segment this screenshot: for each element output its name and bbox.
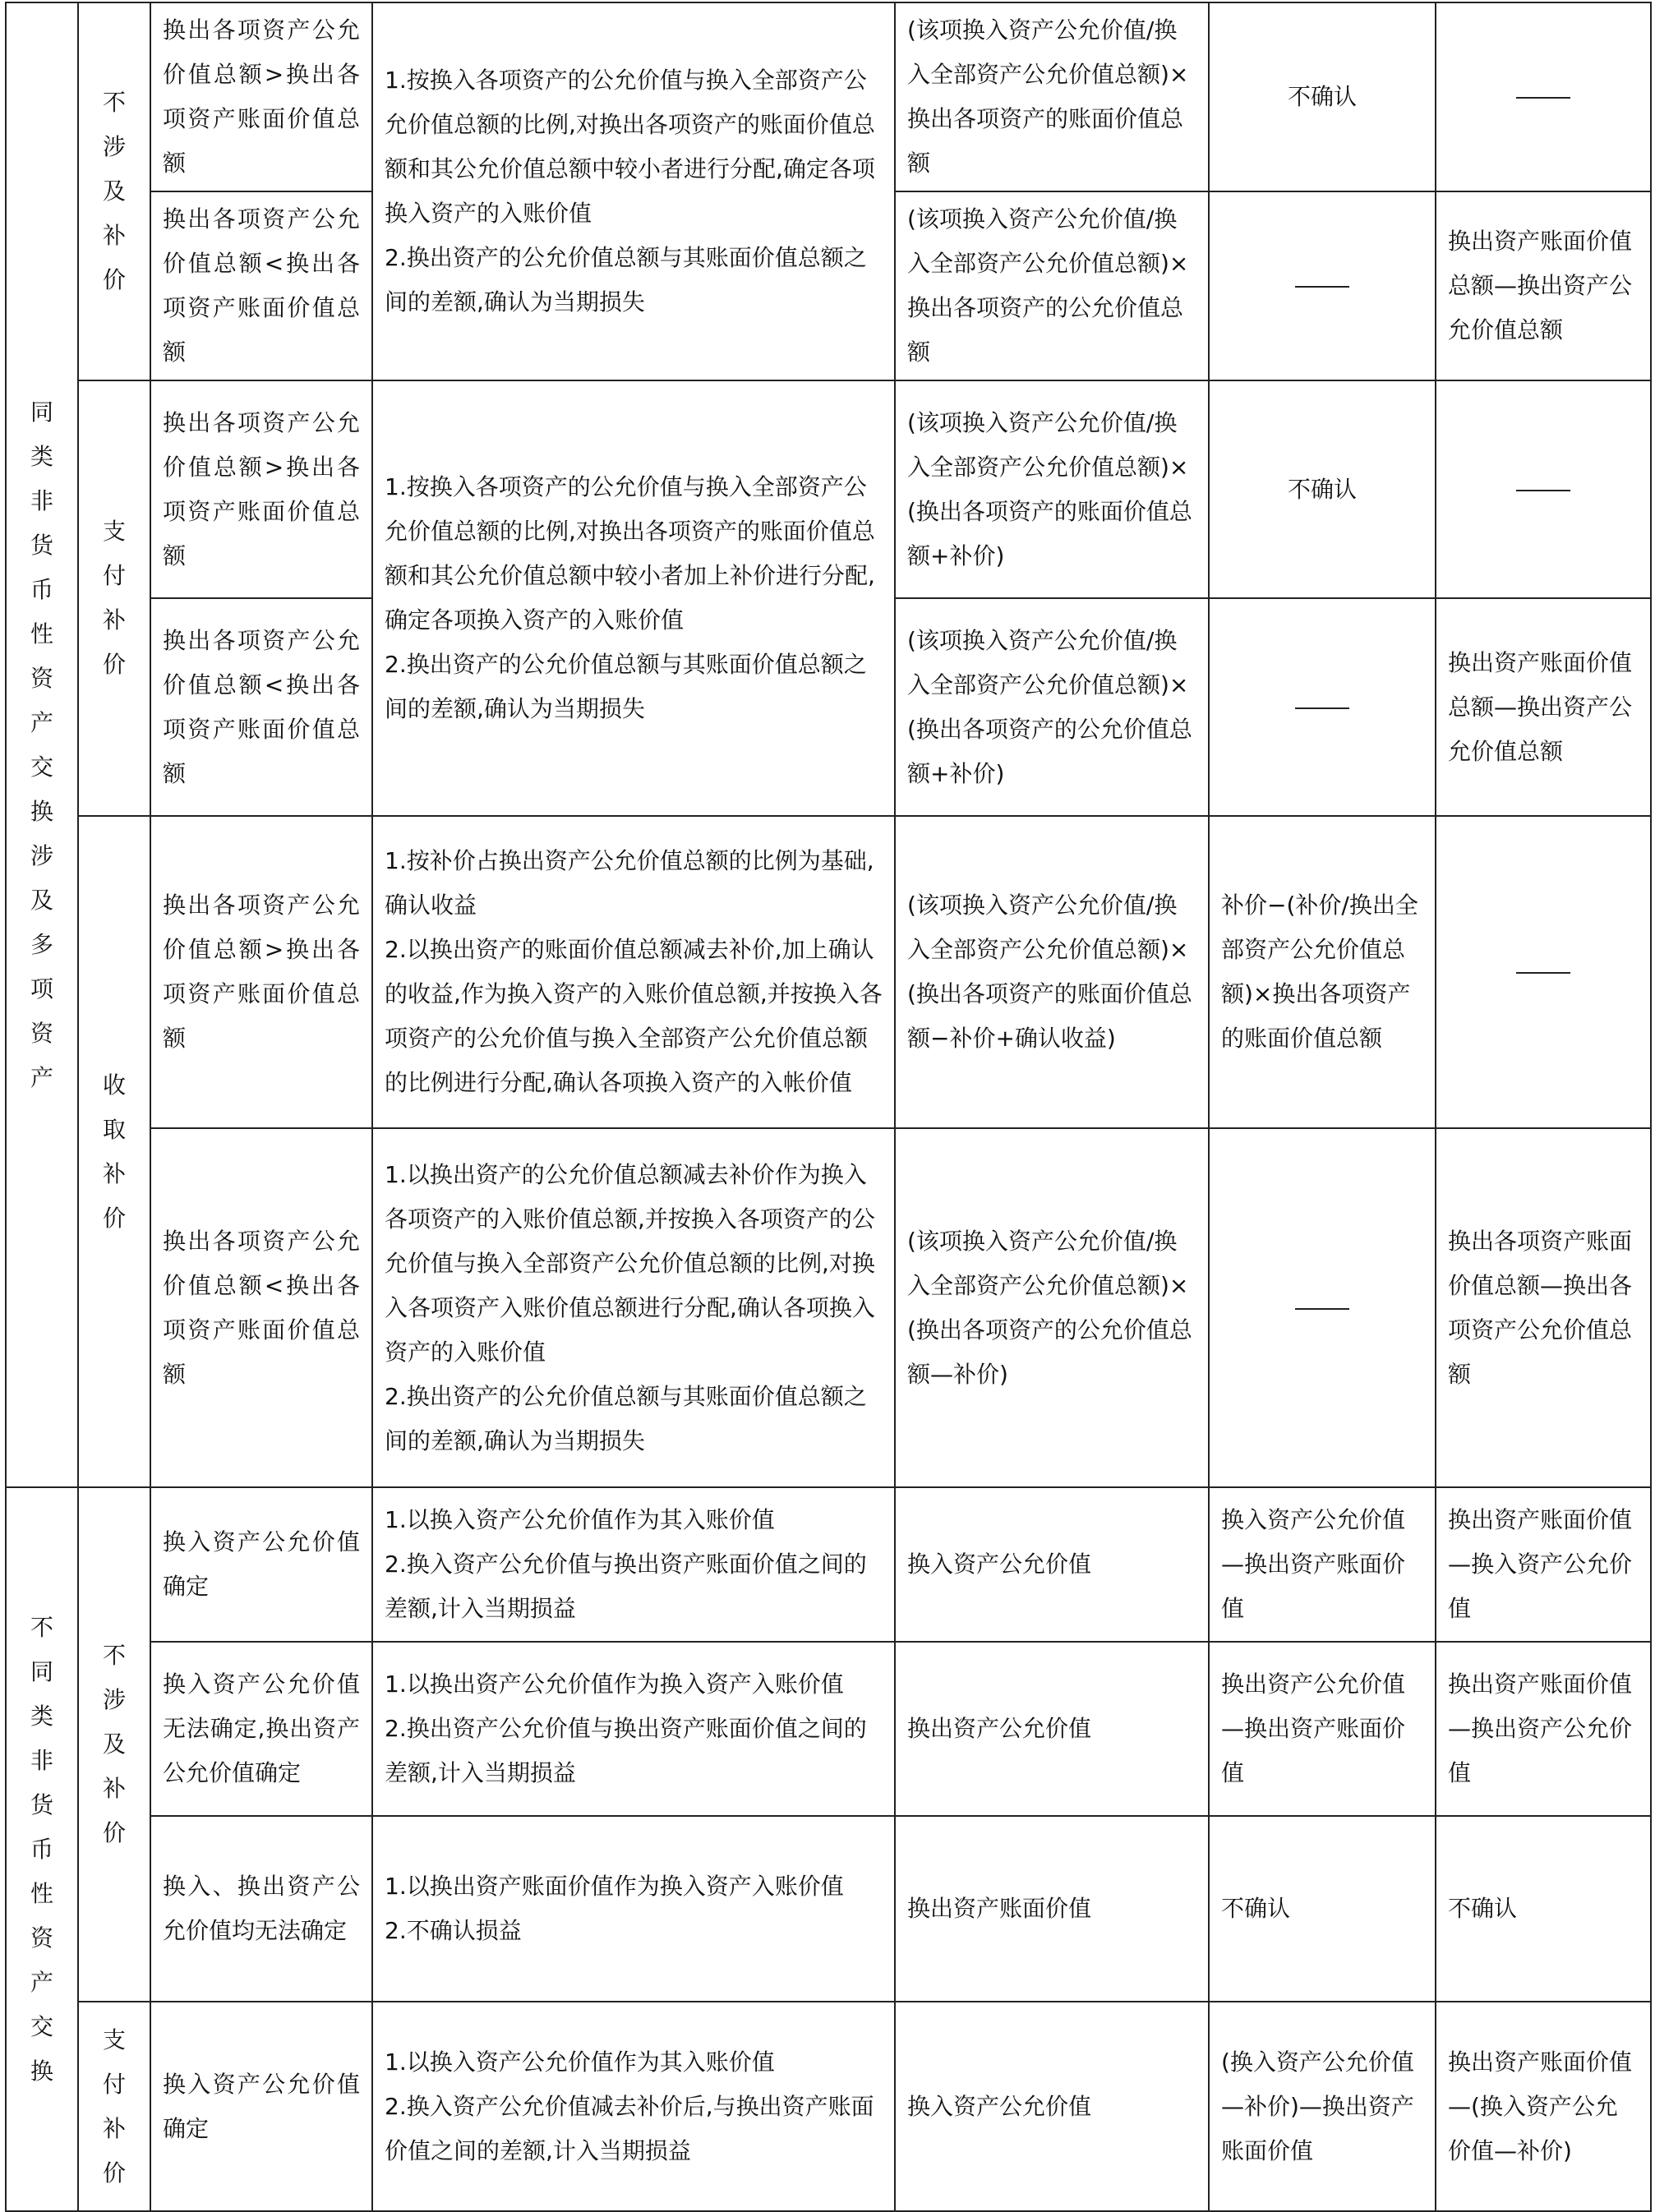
dash-mark [1516, 490, 1570, 491]
condition-cell: 换出各项资产公允价值总额>换出各项资产账面价值总额 [150, 2, 372, 191]
condition-cell: 换入资产公允价值确定 [150, 1487, 372, 1642]
table-row [6, 2002, 1651, 2211]
gain-cell: 补价−(补价/换出全部资产公允价值总额)×换出各项资产的账面价值总额 [1209, 816, 1436, 1128]
table-row [6, 1487, 1651, 1642]
description-cell: 1.按换入各项资产的公允价值与换入全部资产公允价值总额的比例,对换出各项资产的账面价值总额和其公允价值总额中较小者加上补价进行分配,确定各项换入资产的入账价值 2.换出资产的公允价值总额与其账面价值总额之间的差额,确认为当期损失 [372, 380, 895, 816]
formula-cell: (该项换入资产公允价值/换入全部资产公允价值总额)×(换出各项资产的公允价值总额—补价) [895, 1128, 1209, 1487]
group-pay-boot-2: 支付补价 [78, 2002, 150, 2211]
condition-cell: 换出各项资产公允价值总额<换出各项资产账面价值总额 [150, 191, 372, 380]
group-no-boot-2: 不涉及补价 [78, 1487, 150, 2002]
formula-cell: (该项换入资产公允价值/换入全部资产公允价值总额)×(换出各项资产的账面价值总额−补价+确认收益) [895, 816, 1209, 1128]
gain-cell: 不确认 [1209, 2, 1436, 191]
dash-mark [1295, 707, 1349, 709]
dash-mark [1516, 97, 1570, 99]
loss-cell: 换出资产账面价值—换入资产公允价值 [1436, 1487, 1651, 1642]
table-row [6, 2, 1651, 191]
table-row [6, 380, 1651, 598]
formula-cell: 换出资产账面价值 [895, 1816, 1209, 2002]
gain-cell [1209, 1128, 1436, 1487]
description-cell: 1.按换入各项资产的公允价值与换入全部资产公允价值总额的比例,对换出各项资产的账面价值总额和其公允价值总额中较小者进行分配,确定各项换入资产的入账价值 2.换出资产的公允价值总额与其账面价值总额之间的差额,确认为当期损失 [372, 2, 895, 380]
condition-cell: 换出各项资产公允价值总额>换出各项资产账面价值总额 [150, 380, 372, 598]
formula-cell: 换入资产公允价值 [895, 2002, 1209, 2211]
table-row [6, 816, 1651, 1128]
description-cell: 1.以换入资产公允价值作为其入账价值 2.换入资产公允价值与换出资产账面价值之间的差额,计入当期损益 [372, 1487, 895, 1642]
table-row [6, 1816, 1651, 2002]
dash-mark [1516, 972, 1570, 974]
gain-cell: 不确认 [1209, 380, 1436, 598]
accounting-table [5, 2, 1652, 2212]
loss-cell: 换出各项资产账面价值总额—换出各项资产公允价值总额 [1436, 1128, 1651, 1487]
condition-cell: 换出各项资产公允价值总额<换出各项资产账面价值总额 [150, 598, 372, 816]
loss-cell [1436, 816, 1651, 1128]
description-cell: 1.按补价占换出资产公允价值总额的比例为基础,确认收益 2.以换出资产的账面价值总额减去补价,加上确认的收益,作为换入资产的入账价值总额,并按换入各项资产的公允价值与换入全部资产公允价值总额的比例进行分配,确认各项换入资产的入帐价值 [372, 816, 895, 1128]
condition-cell: 换入、换出资产公允价值均无法确定 [150, 1816, 372, 2002]
section-same-type: 同类非货币性资产交换涉及多项资产 [6, 2, 78, 1487]
description-cell: 1.以换入资产公允价值作为其入账价值 2.换入资产公允价值减去补价后,与换出资产账面价值之间的差额,计入当期损益 [372, 2002, 895, 2211]
description-cell: 1.以换出资产账面价值作为换入资产入账价值 2.不确认损益 [372, 1816, 895, 2002]
gain-cell: 换出资产公允价值—换出资产账面价值 [1209, 1642, 1436, 1816]
loss-cell [1436, 2, 1651, 191]
formula-cell: (该项换入资产公允价值/换入全部资产公允价值总额)×换出各项资产的账面价值总额 [895, 2, 1209, 191]
gain-cell [1209, 598, 1436, 816]
condition-cell: 换入资产公允价值无法确定,换出资产公允价值确定 [150, 1642, 372, 1816]
description-cell: 1.以换出资产的公允价值总额减去补价作为换入各项资产的入账价值总额,并按换入各项资产的公允价值与换入全部资产公允价值总额的比例,对换入各项资产入账价值总额进行分配,确认各项换入资产的入账价值 2.换出资产的公允价值总额与其账面价值总额之间的差额,确认为当期损失 [372, 1128, 895, 1487]
section-diff-type: 不同类非货币性资产交换 [6, 1487, 78, 2211]
group-pay-boot: 支付补价 [78, 380, 150, 816]
table-row [6, 1128, 1651, 1487]
loss-cell: 换出资产账面价值总额—换出资产公允价值总额 [1436, 191, 1651, 380]
condition-cell: 换入资产公允价值确定 [150, 2002, 372, 2211]
loss-cell: 不确认 [1436, 1816, 1651, 2002]
gain-cell: 换入资产公允价值—换出资产账面价值 [1209, 1487, 1436, 1642]
gain-cell: 不确认 [1209, 1816, 1436, 2002]
loss-cell: 换出资产账面价值—换出资产公允价值 [1436, 1642, 1651, 1816]
formula-cell: (该项换入资产公允价值/换入全部资产公允价值总额)×换出各项资产的公允价值总额 [895, 191, 1209, 380]
gain-cell [1209, 191, 1436, 380]
formula-cell: (该项换入资产公允价值/换入全部资产公允价值总额)×(换出各项资产的公允价值总额+补价) [895, 598, 1209, 816]
formula-cell: (该项换入资产公允价值/换入全部资产公允价值总额)×(换出各项资产的账面价值总额+补价) [895, 380, 1209, 598]
gain-cell: (换入资产公允价值—补价)—换出资产账面价值 [1209, 2002, 1436, 2211]
condition-cell: 换出各项资产公允价值总额<换出各项资产账面价值总额 [150, 1128, 372, 1487]
group-receive-boot: 收取补价 [78, 816, 150, 1487]
table-row [6, 1642, 1651, 1816]
condition-cell: 换出各项资产公允价值总额>换出各项资产账面价值总额 [150, 816, 372, 1128]
loss-cell: 换出资产账面价值总额—换出资产公允价值总额 [1436, 598, 1651, 816]
formula-cell: 换入资产公允价值 [895, 1487, 1209, 1642]
loss-cell: 换出资产账面价值—(换入资产公允价值—补价) [1436, 2002, 1651, 2211]
description-cell: 1.以换出资产公允价值作为换入资产入账价值 2.换出资产公允价值与换出资产账面价值之间的差额,计入当期损益 [372, 1642, 895, 1816]
loss-cell [1436, 380, 1651, 598]
formula-cell: 换出资产公允价值 [895, 1642, 1209, 1816]
dash-mark [1295, 286, 1349, 288]
dash-mark [1295, 1308, 1349, 1310]
group-no-boot: 不涉及补价 [78, 2, 150, 380]
